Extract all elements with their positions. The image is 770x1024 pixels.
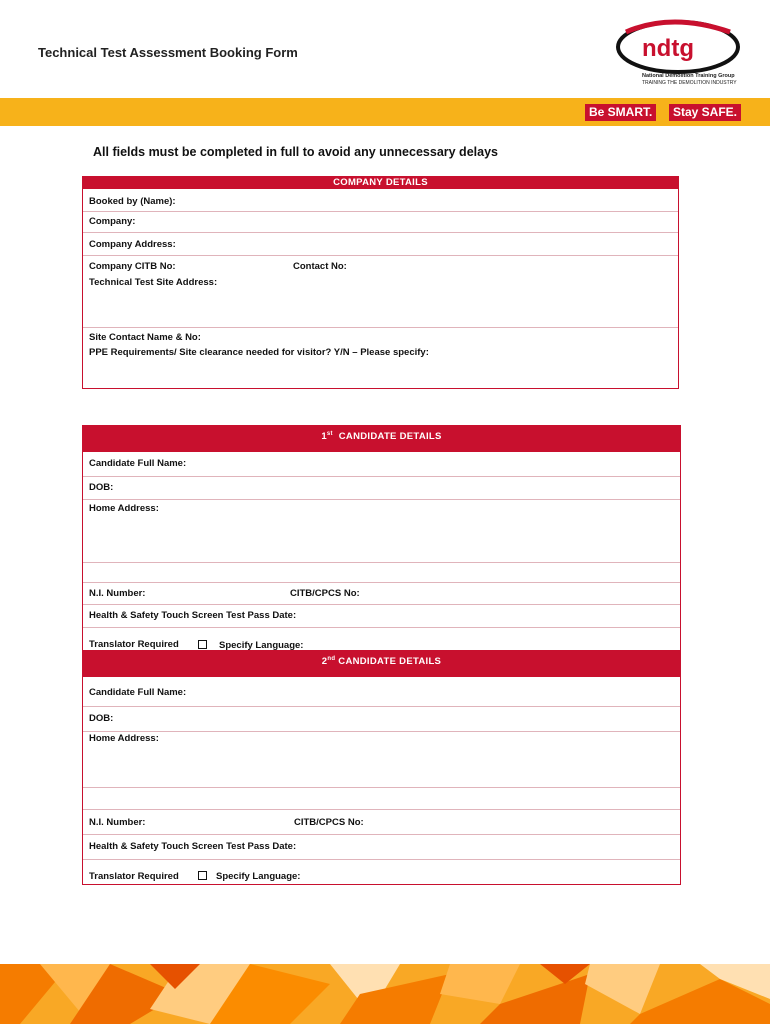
candidate-2-section xyxy=(82,677,681,885)
candidate-2-address-label: Home Address: xyxy=(89,733,159,744)
company-details-heading: COMPANY DETAILS xyxy=(83,177,678,189)
candidate-1-translator-checkbox[interactable] xyxy=(198,640,207,649)
booked-by-label: Booked by (Name): xyxy=(89,196,176,207)
candidate-2-name-label: Candidate Full Name: xyxy=(89,687,187,698)
slogan-be-smart: Be SMART. xyxy=(585,104,656,121)
candidate-2-translator-label: Translator Required xyxy=(89,871,179,882)
logo-tagline: TRAINING THE DEMOLITION INDUSTRY xyxy=(642,80,737,86)
site-address-label: Technical Test Site Address: xyxy=(89,277,218,288)
candidate-1-language-label: Specify Language: xyxy=(219,640,304,651)
candidate-1-address-label: Home Address: xyxy=(89,503,159,514)
footer-decoration xyxy=(0,964,770,1024)
company-citb-label: Company CITB No: xyxy=(89,261,176,272)
site-contact-label: Site Contact Name & No: xyxy=(89,332,201,343)
logo-text: ndtg xyxy=(642,35,694,62)
candidate-2-heading: 2nd CANDIDATE DETAILS xyxy=(82,651,681,677)
candidate-2-hs-label: Health & Safety Touch Screen Test Pass Date: xyxy=(89,841,297,852)
company-details-section xyxy=(82,176,679,389)
candidate-1-heading: 1st CANDIDATE DETAILS xyxy=(83,426,680,452)
ppe-label: PPE Requirements/ Site clearance needed for visitor? Y/N – Please specify: xyxy=(89,347,429,358)
candidate-1-ni-label: N.I. Number: xyxy=(89,588,146,599)
candidate-2-translator-checkbox[interactable] xyxy=(198,871,207,880)
contact-no-label: Contact No: xyxy=(293,261,347,272)
candidate-1-name-label: Candidate Full Name: xyxy=(89,458,187,469)
candidate-2-citb-label: CITB/CPCS No: xyxy=(294,817,364,828)
candidate-2-ni-label: N.I. Number: xyxy=(89,817,146,828)
candidate-1-hs-label: Health & Safety Touch Screen Test Pass Date: xyxy=(89,610,297,621)
candidate-1-citb-label: CITB/CPCS No: xyxy=(290,588,360,599)
notice-text: All fields must be completed in full to avoid any unnecessary delays xyxy=(93,145,498,159)
candidate-1-translator-label: Translator Required xyxy=(89,639,179,650)
candidate-2-language-label: Specify Language: xyxy=(216,871,301,882)
company-address-label: Company Address: xyxy=(89,239,176,250)
company-label: Company: xyxy=(89,216,136,227)
slogan-stay-safe: Stay SAFE. xyxy=(669,104,741,121)
logo-org-name: National Demolition Training Group xyxy=(642,73,735,79)
candidate-1-dob-label: DOB: xyxy=(89,482,114,493)
candidate-2-dob-label: DOB: xyxy=(89,713,114,724)
candidate-1-section xyxy=(82,425,681,651)
form-title: Technical Test Assessment Booking Form xyxy=(38,45,298,60)
